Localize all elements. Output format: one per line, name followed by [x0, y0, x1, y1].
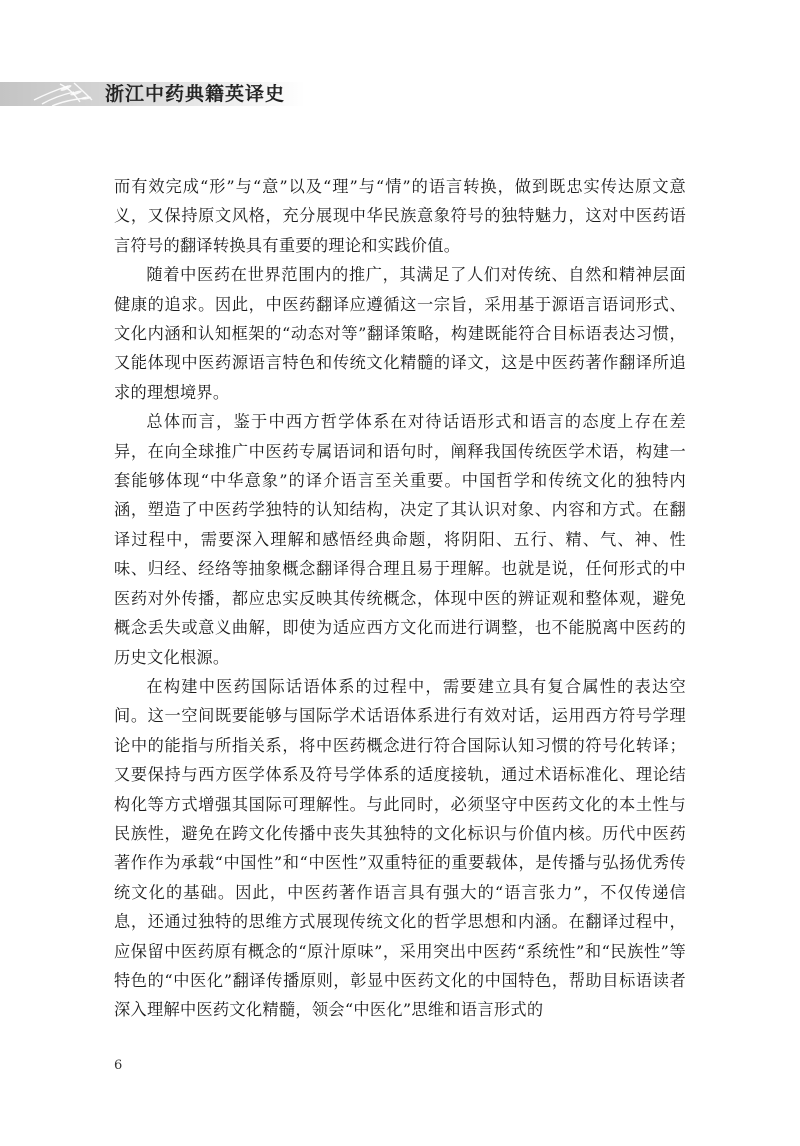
paragraph-2: 随着中医药在世界范围内的推广，其满足了人们对传统、自然和精神层面健康的追求。因此，中医药翻译应遵循这一宗旨，采用基于源语言语词形式、文化内涵和认知框架的“动态对等”翻译策略，构建既能符合目标语表达习惯，又能体现中医药源语言特色和传统文化精髓的译文，这是中医药著作翻译所追求的理想境界。: [114, 265, 686, 402]
paragraph-3: 总体而言，鉴于中西方哲学体系在对待话语形式和语言的态度上存在差异，在向全球推广中医药专属语词和语句时，阐释我国传统医学术语，构建一套能够体现“中华意象”的译介语言至关重要。中国哲学和传统文化的独特内涵，塑造了中医药学独特的认知结构，决定了其认识对象、内容和方式。在翻译过程中，需要深入理解和感悟经典命题，将阴阳、五行、精、气、神、性味、归经、经络等抽象概念翻译得合理且易于理解。也就是说，任何形式的中医药对外传播，都应忠实反映其传统概念，体现中医的辨证观和整体观，避免概念丢失或意义曲解，即使为适应西方文化而进行调整，也不能脱离中医药的历史文化根源。: [114, 412, 686, 667]
page-number: 6: [114, 1058, 123, 1073]
body-text: [114, 172, 686, 1025]
running-header-title: 浙江中药典籍英译史: [105, 83, 286, 105]
bamboo-leaf-icon: [30, 80, 100, 108]
paragraph-1: 而有效完成“形”与“意”以及“理”与“情”的语言转换，做到既忠实传达原文意义，又保持原文风格，充分展现中华民族意象符号的独特魅力，这对中医药语言符号的翻译转换具有重要的理论和实践价值。: [114, 177, 686, 255]
paragraph-4: 在构建中医药国际话语体系的过程中，需要建立具有复合属性的表达空间。这一空间既要能够与国际学术话语体系进行有效对话，运用西方符号学理论中的能指与所指关系，将中医药概念进行符合国际认知习惯的符号化转译；又要保持与西方医学体系及符号学体系的适度接轨，通过术语标准化、理论结构化等方式增强其国际可理解性。与此同时，必须坚守中医药文化的本土性与民族性，避免在跨文化传播中丧失其独特的文化标识与价值内核。历代中医药著作作为承载“中国性”和“中医性”双重特征的重要载体，是传播与弘扬优秀传统文化的基础。因此，中医药著作语言具有强大的“语言张力”，不仅传递信息，还通过独特的思维方式展现传统文化的哲学思想和内涵。在翻译过程中，应保留中医药原有概念的“原汁原味”，采用突出中医药“系统性”和“民族性”等特色的“中医化”翻译传播原则，彰显中医药文化的中国特色，帮助目标语读者深入理解中医药文化精髓，领会“中医化”思维和语言形式的: [114, 676, 686, 1020]
